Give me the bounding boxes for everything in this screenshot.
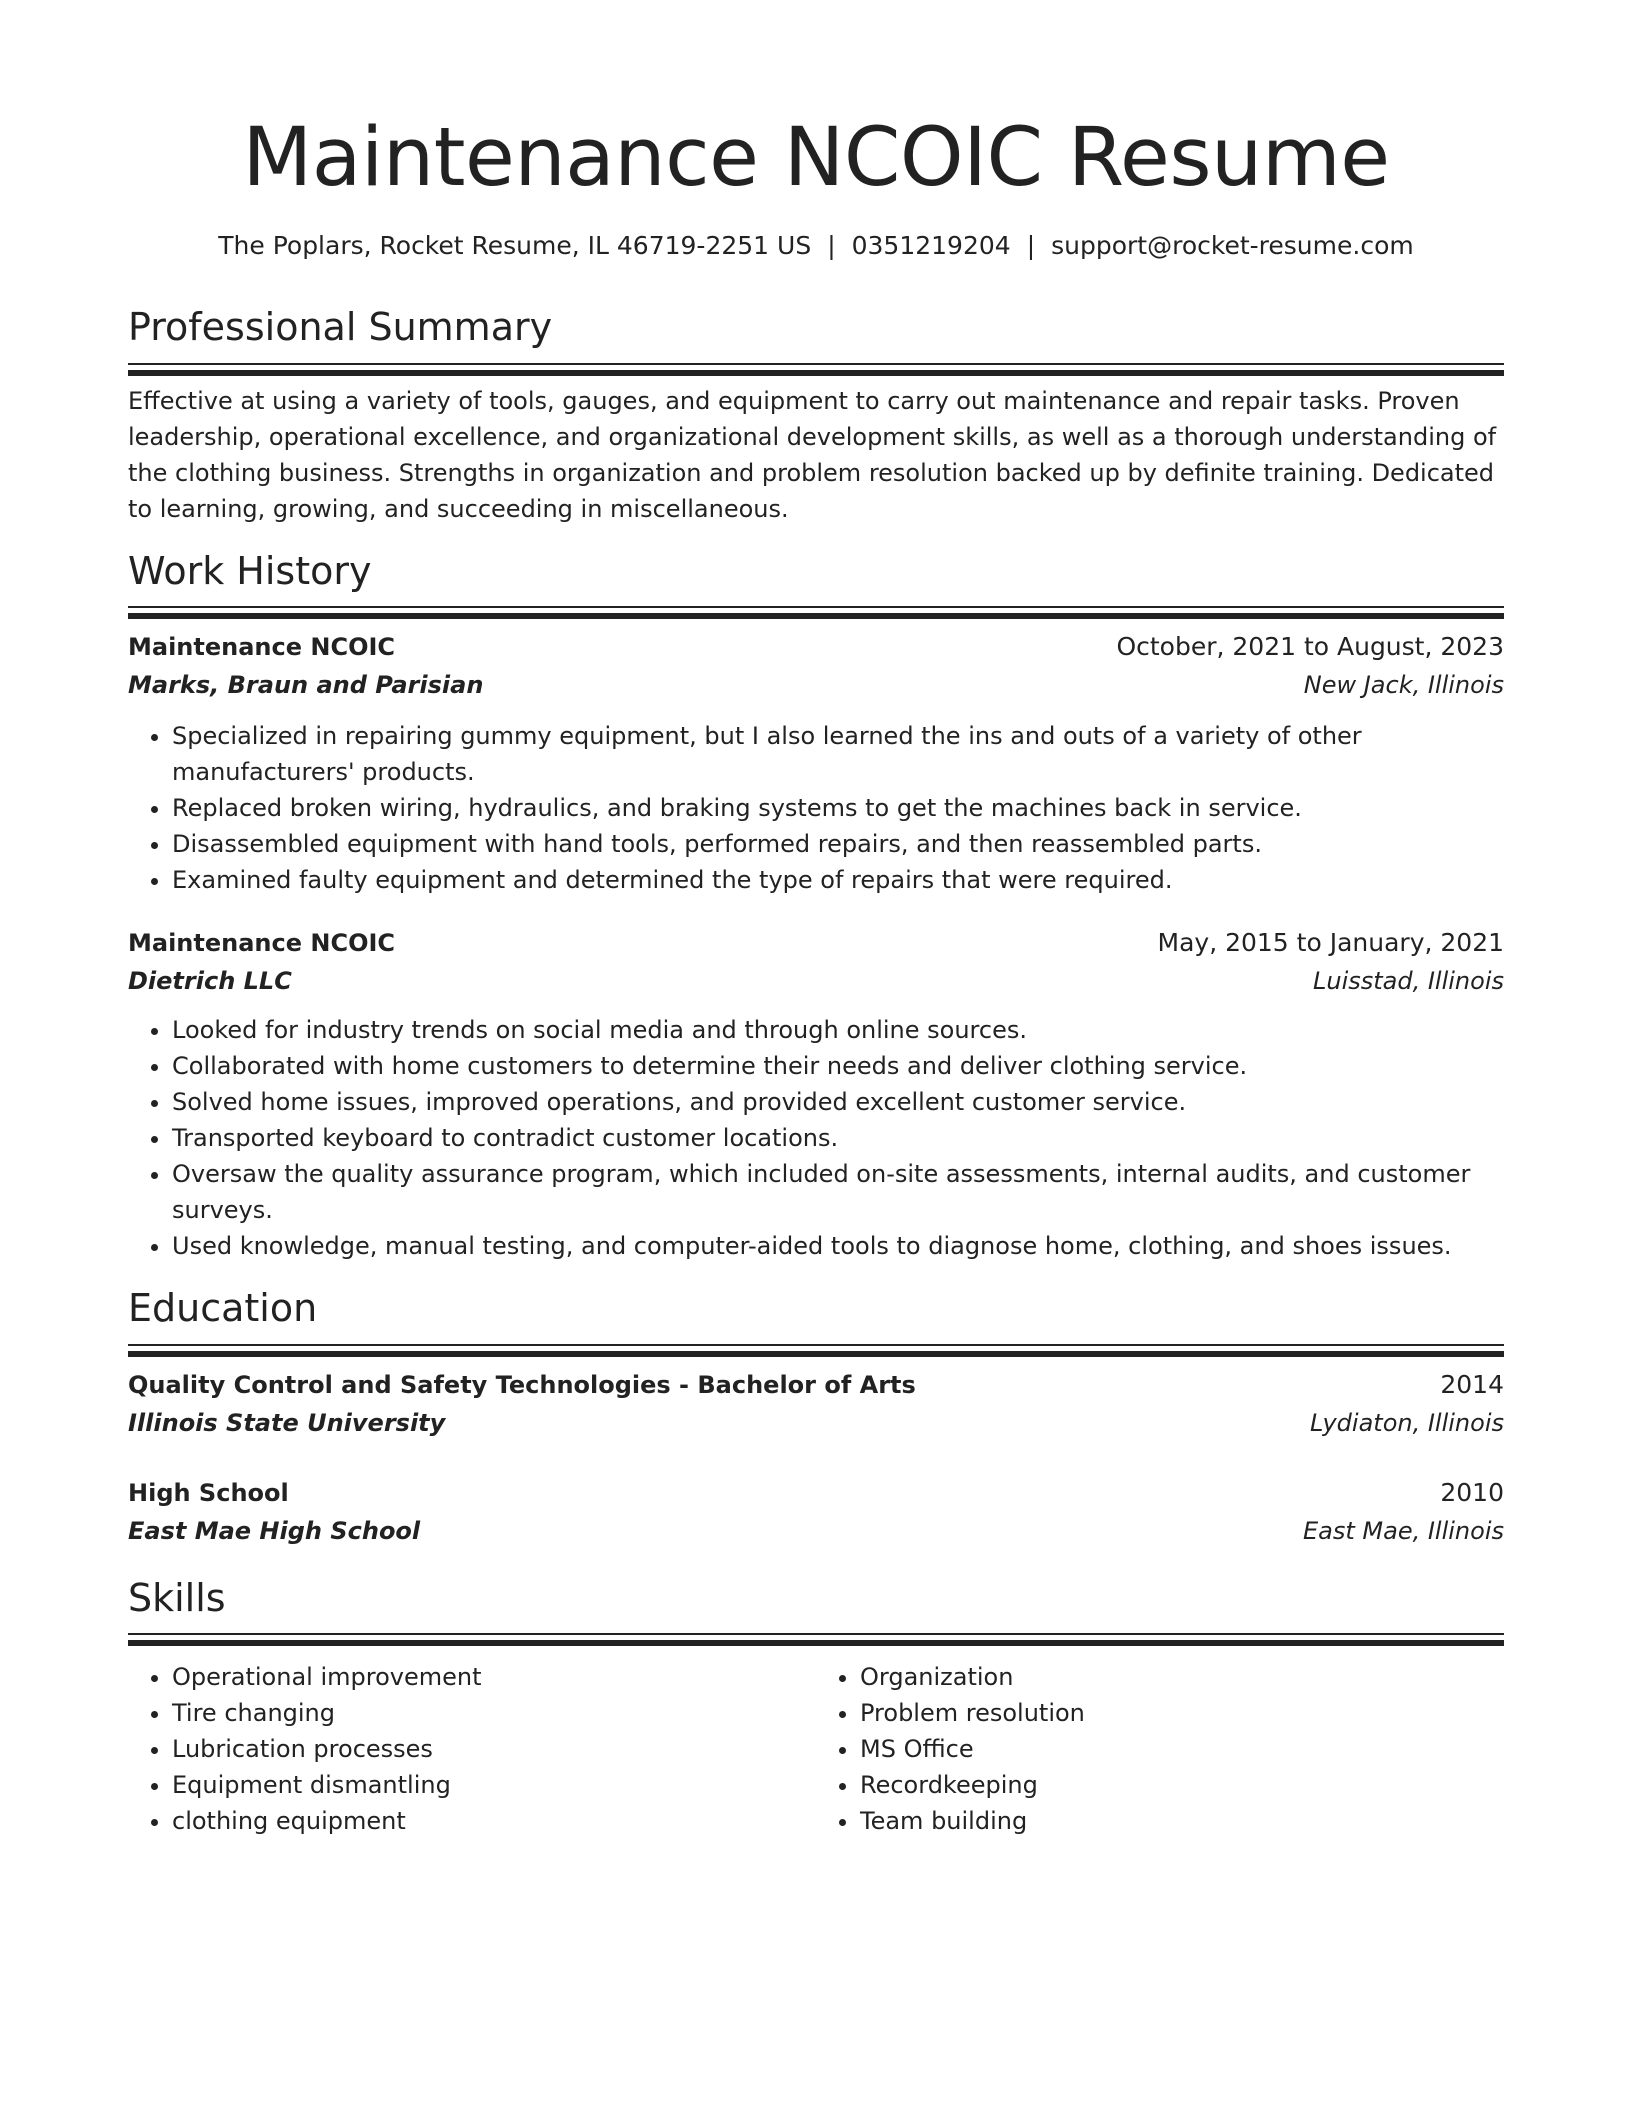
job-title: Maintenance NCOIC (128, 633, 396, 662)
list-item: • Looked for industry trends on social media and through online sources. (172, 1012, 1504, 1048)
job-company: Dietrich LLC (128, 967, 292, 996)
job-entry (128, 924, 1504, 1264)
skill-item: • Problem resolution (860, 1695, 1504, 1731)
summary-heading: Professional Summary (128, 305, 553, 349)
work-history-heading: Work History (128, 548, 372, 593)
list-item: • Used knowledge, manual testing, and computer-aided tools to diagnose home, clothing, and shoes issues. (172, 1228, 1504, 1264)
list-item: • Examined faulty equipment and determined the type of repairs that were required. (172, 862, 1504, 898)
skill-item: • MS Office (860, 1731, 1504, 1767)
contact-separator: | (1026, 231, 1036, 260)
education-header-row (128, 1474, 1504, 1512)
skill-item: • Operational improvement (172, 1659, 816, 1695)
job-location: New Jack, Illinois (1303, 671, 1504, 700)
job-company-row (128, 962, 1504, 1000)
education-school-row (128, 1404, 1504, 1442)
job-bullets (128, 1012, 1504, 1264)
list-item: • Collaborated with home customers to determine their needs and deliver clothing service. (172, 1048, 1504, 1084)
summary-text: Effective at using a variety of tools, gauges, and equipment to carry out maintenance and repair tasks. Proven leadership, operational excellence, and organizational development skills, as well as a thorough understanding of the clothing business. Strengths in organization and problem resolution backed up by definite training. Dedicated to learning, growing, and succeeding in miscellaneous. (128, 386, 1497, 523)
skills-heading: Skills (128, 1575, 226, 1620)
skills-column-left (128, 1659, 816, 1839)
skill-item: • Lubrication processes (172, 1731, 816, 1767)
page-title: Maintenance NCOIC Resume (242, 111, 1390, 205)
education-heading: Education (128, 1286, 318, 1331)
education-degree: Quality Control and Safety Technologies - Bachelor of Arts (128, 1370, 916, 1399)
job-bullets (128, 718, 1504, 898)
section-divider (128, 606, 1504, 608)
contact-separator: | (827, 231, 836, 260)
job-dates: October, 2021 to August, 2023 (1116, 632, 1504, 662)
list-item: • Solved home issues, improved operations, and provided excellent customer service. (172, 1084, 1504, 1120)
skill-item: • clothing equipment (172, 1803, 816, 1839)
list-item: • Specialized in repairing gummy equipment, but I also learned the ins and outs of a variety of other manufacturers' products. (172, 718, 1504, 790)
section-divider (128, 1344, 1504, 1346)
education-entry (128, 1366, 1504, 1442)
contact-line (128, 231, 1504, 261)
education-year: 2010 (1440, 1477, 1504, 1507)
education-school: Illinois State University (128, 1408, 446, 1437)
skill-item: • Team building (860, 1803, 1504, 1839)
skill-item: • Organization (860, 1659, 1504, 1695)
job-company: Marks, Braun and Parisian (128, 671, 484, 700)
skills-list-right (816, 1659, 1504, 1839)
skills-section (128, 1576, 1504, 1840)
education-year: 2014 (1440, 1369, 1504, 1399)
education-location: Lydiaton, Illinois (1309, 1408, 1504, 1437)
job-dates: May, 2015 to January, 2021 (1157, 928, 1504, 958)
job-location: Luisstad, Illinois (1312, 967, 1504, 996)
contact-address: The Poplars, Rocket Resume, IL 46719-2251 US (218, 231, 812, 260)
skill-item: • Equipment dismantling (172, 1767, 816, 1803)
skills-grid (128, 1659, 1504, 1839)
education-section (128, 1286, 1504, 1550)
job-title: Maintenance NCOIC (128, 929, 396, 958)
skill-item: • Recordkeeping (860, 1767, 1504, 1803)
education-entry (128, 1474, 1504, 1550)
education-degree: High School (128, 1478, 289, 1507)
list-item: • Disassembled equipment with hand tools, performed repairs, and then reassembled parts. (172, 826, 1504, 862)
skills-list-left (128, 1659, 816, 1839)
education-school: East Mae High School (128, 1516, 421, 1545)
section-divider (128, 363, 1504, 365)
education-school-row (128, 1512, 1504, 1550)
education-header-row (128, 1366, 1504, 1404)
resume-page (128, 111, 1504, 1839)
job-entry (128, 628, 1504, 898)
list-item: • Transported keyboard to contradict customer locations. (172, 1120, 1504, 1156)
job-company-row (128, 666, 1504, 704)
education-location: East Mae, Illinois (1303, 1516, 1504, 1545)
list-item: • Replaced broken wiring, hydraulics, and braking systems to get the machines back in service. (172, 790, 1504, 826)
work-history-section (128, 549, 1504, 1265)
contact-phone: 0351219204 (851, 231, 1011, 260)
job-header-row (128, 924, 1504, 962)
skills-column-right (816, 1659, 1504, 1839)
section-divider (128, 1633, 1504, 1635)
list-item: • Oversaw the quality assurance program, which included on-site assessments, internal audits, and customer surveys. (172, 1156, 1504, 1228)
contact-email: support@rocket-resume.com (1051, 231, 1414, 260)
summary-section (128, 305, 1504, 527)
job-header-row (128, 628, 1504, 666)
skill-item: • Tire changing (172, 1695, 816, 1731)
